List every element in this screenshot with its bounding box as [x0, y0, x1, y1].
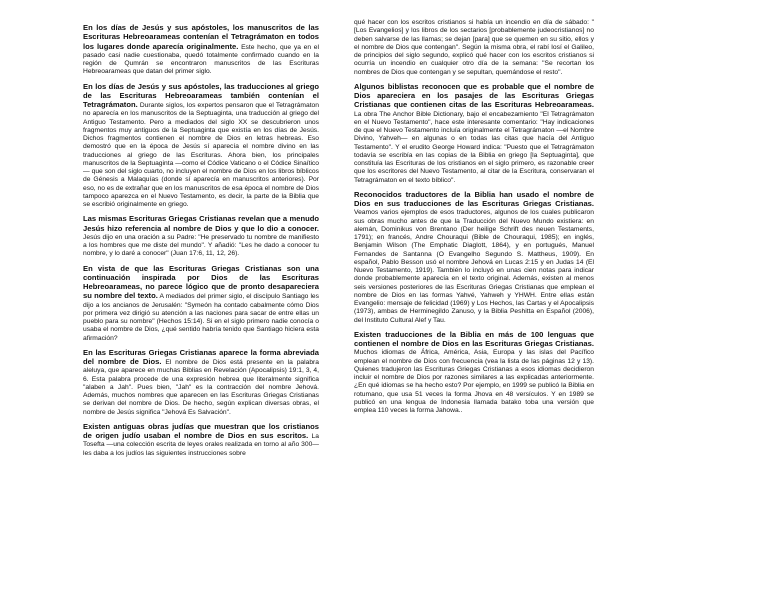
paragraph-body: La obra The Anchor Bible Dictionary, bajo el encabezamiento "El Tetragrámaton en el Nuevo Testamento", hace este interesante comentario: "Hay indicaciones de que el Nuevo Testamento incluía originalmente el Tetragrámaton —el Nombre Divino, Yahveh— en algunas o en todas las citas que hacía del Antiguo Testamento". Y el erudito George Howard indica: "Puesto que el Tetragrámaton todavía se escribía en las copias de la Biblia en griego [la Septuaginta], que constituía las Escrituras de los cristianos en el siglo primero, es razonable creer que los escritores del Nuevo Testamento, al citar de la Escritura, conservaran el Tetragrámaton en el texto bíblico".	[354, 110, 594, 184]
right-column	[354, 18, 594, 421]
paragraph-heading: Las mismas Escrituras Griegas Cristianas revelan que a menudo Jesús hizo referencia al nombre de Dios y que lo dio a conocer.	[83, 214, 319, 233]
paragraph	[83, 265, 319, 343]
paragraph-body: Muchos idiomas de África, América, Asia, Europa y las islas del Pacífico emplean el nombre de Dios con frecuencia (vea la lista de las páginas 12 y 13). Quienes tradujeron las Escrituras Griegas Cristianas a esos idiomas decidieron incluir el nombre de Dios por razones similares a las explicadas anteriormente. ¿En qué idiomas se ha hecho esto? Por ejemplo, en 1999 se publicó la Biblia en rotumano, que usa 51 veces la forma Jhova en 48 versículos. Y en 1989 se publicó en una lengua de Indonesia llamada batako toba una versión que emplea 110 veces la forma Jahowa..	[354, 349, 594, 414]
paragraph-body: qué hacer con los escritos cristianos si había un incendio en día de sábado: "[Los Evangelios] y los libros de los sectarios [probablemente judeocristianos] no deben salvarse de las llamas; se dejan [para] que se quemen en su sitio, ellos y el nombre de Dios que contengan". Según la misma obra, el rabí Iosí el Galileo, de principios del siglo segundo, explicó qué hacer con los escritos cristianos si ocurría un incendio en cualquier otro día de la semana: "Se recortan los nombres de Dios que contengan y se sepultan, quemándose el resto".	[354, 19, 594, 76]
paragraph	[83, 83, 319, 210]
paragraph-body: Este hecho, que ya en el pasado casi nadie cuestionaba, quedó totalmente confirmado cuando en la región de Qumrán se encontraron manuscritos de las Escrituras Hebreoarameas que datan del primer siglo.	[83, 43, 319, 76]
paragraph-body: Durante siglos, los expertos pensaron que el Tetragrámaton no aparecía en los manuscritos de la Septuaginta, una traducción al griego del Antiguo Testamento. Pero a mediados del siglo XX se descubrieron unos fragmentos muy antiguos de la Septuaginta que existía en los días de Jesús. Dichos fragmentos contienen el nombre de Dios en letras hebreas. Eso demostró que en la época de Jesús sí aparecía el nombre divino en las traducciones al griego de las Escrituras. Ahora bien, los principales manuscritos de la Septuaginta —como el Códice Vaticano o el Códice Sinaítico— que son del siglo cuarto, no incluyen el nombre de Dios en los libros bíblicos de Génesis a Malaquías (donde sí aparecía en manuscritos anteriores). Por eso, no es de extrañar que en los manuscritos de esa época el nombre de Dios tampoco aparezca en el Nuevo Testamento, es decir, la parte de la Biblia que se escribió originalmente en griego.	[83, 102, 319, 208]
paragraph-heading: Reconocidos traductores de la Biblia han usado el nombre de Dios en sus traducciones de las Escrituras Griegas Cristianas.	[354, 189, 594, 208]
paragraph	[354, 18, 594, 77]
paragraph-heading: En las Escrituras Griegas Cristianas aparece la forma abreviada del nombre de Dios.	[83, 347, 319, 366]
paragraph	[354, 191, 594, 325]
left-column	[83, 24, 319, 464]
paragraph-heading: En los días de Jesús y sus apóstoles, las traducciones al griego de las Escrituras Hebreoarameas también contenían el Tetragrámaton.	[83, 81, 319, 109]
paragraph	[83, 24, 319, 77]
paragraph	[83, 349, 319, 417]
paragraph-body: Veamos varios ejemplos de esos traductores, algunos de los cuales publicaron sus obras mucho antes de que la Traducción del Nuevo Mundo existiera: en alemán, Dominikus von Brentano (Der heilige Schrift des neuen Testaments, 1791); en francés, Andre Chouraqui (Bible de Chouraqui, 1985); en inglés, Benjamin Wilson (The Emphatic Diaglott, 1864), y en portugués, Manuel Fernandes de Santanna (O Evangelho Segundo S. Mattheus, 1909). En español, Pablo Besson usó el nombre Jehová en Lucas 2:15 y en Judas 14 (El Nuevo Testamento, 1919). También lo incluyó en unas cien notas para indicar donde probablemente aparecía en el texto original. Además, existen al menos seis versiones posteriores de las Escrituras Griegas Cristianas que emplean el nombre de Dios en las formas Yahvé, Yahweh y YHWH. Entre ellas están Evangelio: mensaje de felicidad (1969) y Los Hechos, las Cartas y el Apocalipsis (1973), ambas de Herminegildo Zanuso, y la Biblia Peshitta en Español (2006), del Instituto Cultural Alef y Tau.	[354, 209, 594, 324]
paragraph-heading: Existen antiguas obras judías que muestran que los cristianos de origen judío usaban el nombre de Dios en sus escritos.	[83, 421, 319, 440]
paragraph-heading: En vista de que las Escrituras Griegas Cristianas son una continuación inspirada por Dios de las Escrituras Hebreoarameas, no parece lógico que de pronto desapareciera su nombre del texto.	[83, 263, 319, 301]
paragraph-body: Jesús dijo en una oración a su Padre: "He preservado tu nombre de manifiesto a los hombres que me diste del mundo". Y añadió: "Les he dado a conocer tu nombre, y lo daré a conocer" (Juan 17:6, 11, 12, 26).	[83, 233, 319, 258]
paragraph-heading: En los días de Jesús y sus apóstoles, los manuscritos de las Escrituras Hebreoarameas contenían el Tetragrámaton en todos los lugares donde aparecía originalmente.	[83, 23, 319, 51]
paragraph	[354, 331, 594, 416]
paragraph	[83, 215, 319, 258]
paragraph-body: La Tosefta —una colección escrita de leyes orales realizada en torno al año 300— les daba a los judíos las siguientes instrucciones sobre	[83, 433, 319, 457]
paragraph	[354, 83, 594, 185]
paragraph-heading: Existen traducciones de la Biblia en más de 100 lenguas que contienen el nombre de Dios en las Escrituras Griegas Cristianas.	[354, 329, 594, 348]
paragraph-body: A mediados del primer siglo, el discípulo Santiago les dijo a los ancianos de Jerusalén: "Symeón ha contado cabalmente cómo Dios por primera vez dirigió su atención a las naciones para sacar de entre ellas un pueblo para su nombre" (Hechos 15:14). Si en el siglo primero nadie conocía o usaba el nombre de Dios, ¿qué sentido habría tenido que Santiago hiciera esta afirmación?	[83, 293, 319, 342]
paragraph	[83, 423, 319, 458]
paragraph-heading: Algunos biblistas reconocen que es probable que el nombre de Dios apareciera en los pasajes de las Escrituras Griegas Cristianas que contienen citas de las Escrituras Hebreoarameas.	[354, 81, 594, 110]
paragraph-body: El nombre de Dios está presente en la palabra aleluya, que aparece en muchas Biblias en Revelación (Apocalipsis) 19:1, 3, 4, 6. Esta palabra procede de una expresión hebrea que literalmente significa "alaben a Jah". Pues bien, "Jah" es la contracción del nombre Jehová. Además, muchos nombres que aparecen en las Escrituras Griegas Cristianas se derivan del nombre de Dios. De hecho, según explican diversas obras, el nombre de Jesús significa "Jehová Es Salvación".	[83, 359, 320, 416]
